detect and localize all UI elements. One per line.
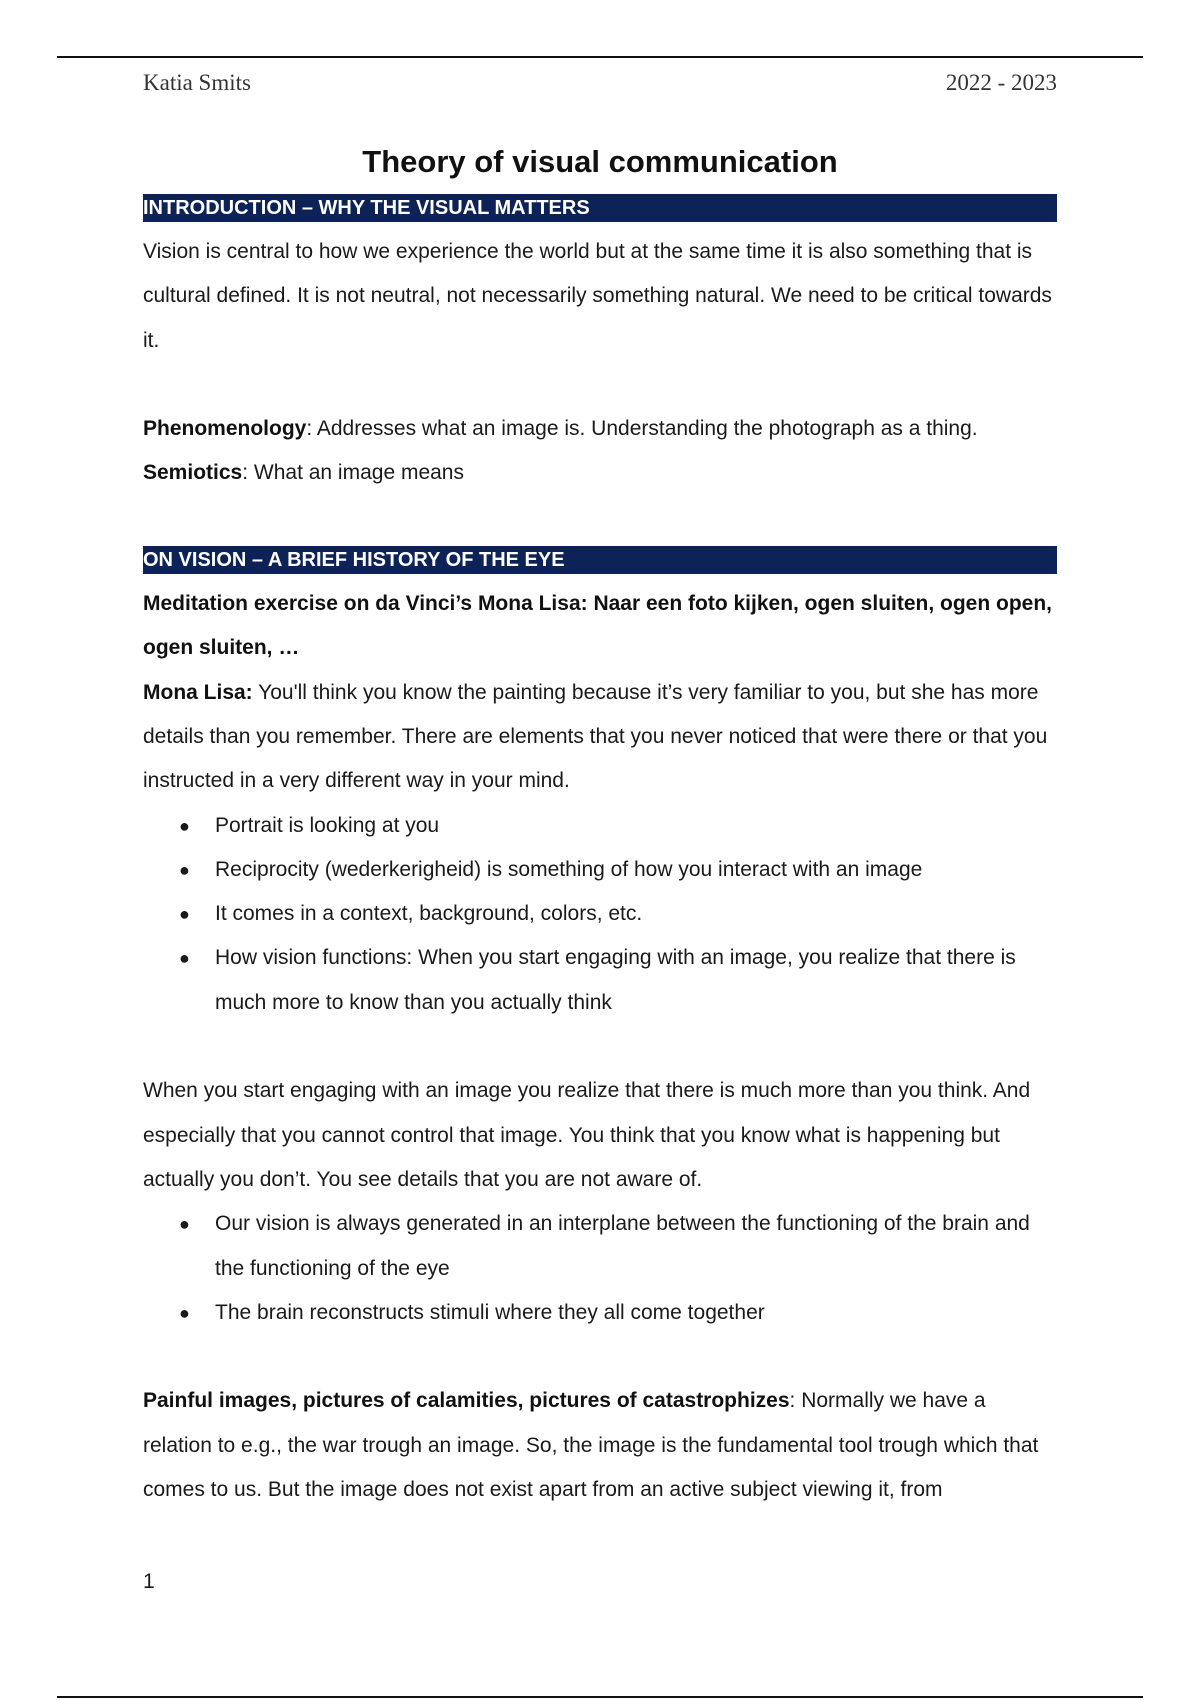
list-item	[143, 1202, 1057, 1291]
section-heading-vision: ON VISION – A BRIEF HISTORY OF THE EYE	[143, 546, 1057, 574]
list-item-text: Reciprocity (wederkerigheid) is something of how you interact with an image	[215, 857, 923, 881]
bottom-rule	[57, 1696, 1143, 1698]
list-item	[143, 848, 1057, 892]
term-label: Semiotics	[143, 461, 243, 485]
list-item	[143, 892, 1057, 936]
header-author: Katia Smits	[143, 70, 251, 95]
bullet-icon: ●	[179, 904, 190, 925]
exercise-text: Meditation exercise on da Vinci’s Mona Lisa: Naar een foto kijken, ogen sluiten, ogen open, ogen sluiten, …	[143, 592, 1053, 660]
paragraph-text: You'll think you know the painting because it’s very familiar to you, but she has more details than you remember. There are elements that you never noticed that were there or that you instructed in a very different way in your mind.	[143, 680, 1048, 793]
intro-paragraph: Vision is central to how we experience the world but at the same time it is also something that is cultural defined. It is not neutral, not necessarily something natural. We need to be critical towards it.	[143, 240, 1052, 352]
term-label: Painful images, pictures of calamities, pictures of catastrophizes	[143, 1389, 790, 1413]
spacer	[143, 1335, 1057, 1379]
list-item	[143, 936, 1057, 1025]
bullet-list-2	[143, 1202, 1057, 1335]
paragraph-text: : Normally we have a relation to e.g., the war trough an image. So, the image is the fundamental tool trough which that comes to us. But the image does not exist apart from an active subject viewing it, from	[143, 1389, 1039, 1502]
list-item	[143, 804, 1057, 848]
bullet-icon: ●	[179, 1214, 190, 1235]
top-rule	[57, 56, 1143, 58]
term-label: Phenomenology	[143, 417, 307, 441]
painful-images-paragraph	[143, 1379, 1057, 1512]
page-number: 1	[143, 1570, 155, 1593]
bullet-icon: ●	[179, 815, 190, 836]
spacer	[143, 496, 1057, 540]
list-item-text: The brain reconstructs stimuli where they all come together	[215, 1300, 765, 1324]
list-item-text: It comes in a context, background, colors, etc.	[215, 902, 643, 926]
list-item-text: How vision functions: When you start engaging with an image, you realize that there is much more to know than you actually think	[215, 946, 1016, 1014]
engagement-paragraph: When you start engaging with an image you realize that there is much more than you think. And especially that you cannot control that image. You think that you know what is happening but actually you don’t. You see details that you are not aware of.	[143, 1079, 1031, 1191]
bullet-icon: ●	[179, 948, 190, 969]
list-item-text: Our vision is always generated in an interplane between the functioning of the brain and the functioning of the eye	[215, 1212, 1030, 1280]
document-body	[143, 140, 1057, 1512]
bullet-icon: ●	[179, 1302, 190, 1323]
section-heading-introduction: INTRODUCTION – WHY THE VISUAL MATTERS	[143, 194, 1057, 222]
definition-semiotics	[143, 451, 1057, 495]
list-item-text: Portrait is looking at you	[215, 813, 440, 837]
list-item	[143, 1291, 1057, 1335]
spacer	[143, 363, 1057, 407]
bullet-list-1	[143, 804, 1057, 1025]
spacer	[143, 1025, 1057, 1069]
definition-text: : What an image means	[242, 461, 464, 485]
page-title: Theory of visual communication	[362, 144, 838, 179]
exercise-paragraph	[143, 582, 1057, 671]
term-label: Mona Lisa:	[143, 680, 253, 704]
bullet-icon: ●	[179, 859, 190, 880]
definition-phenomenology	[143, 407, 1057, 451]
header-year: 2022 - 2023	[945, 70, 1057, 95]
mona-lisa-paragraph	[143, 671, 1057, 804]
definition-text: : Addresses what an image is. Understanding the photograph as a thing.	[306, 417, 978, 441]
